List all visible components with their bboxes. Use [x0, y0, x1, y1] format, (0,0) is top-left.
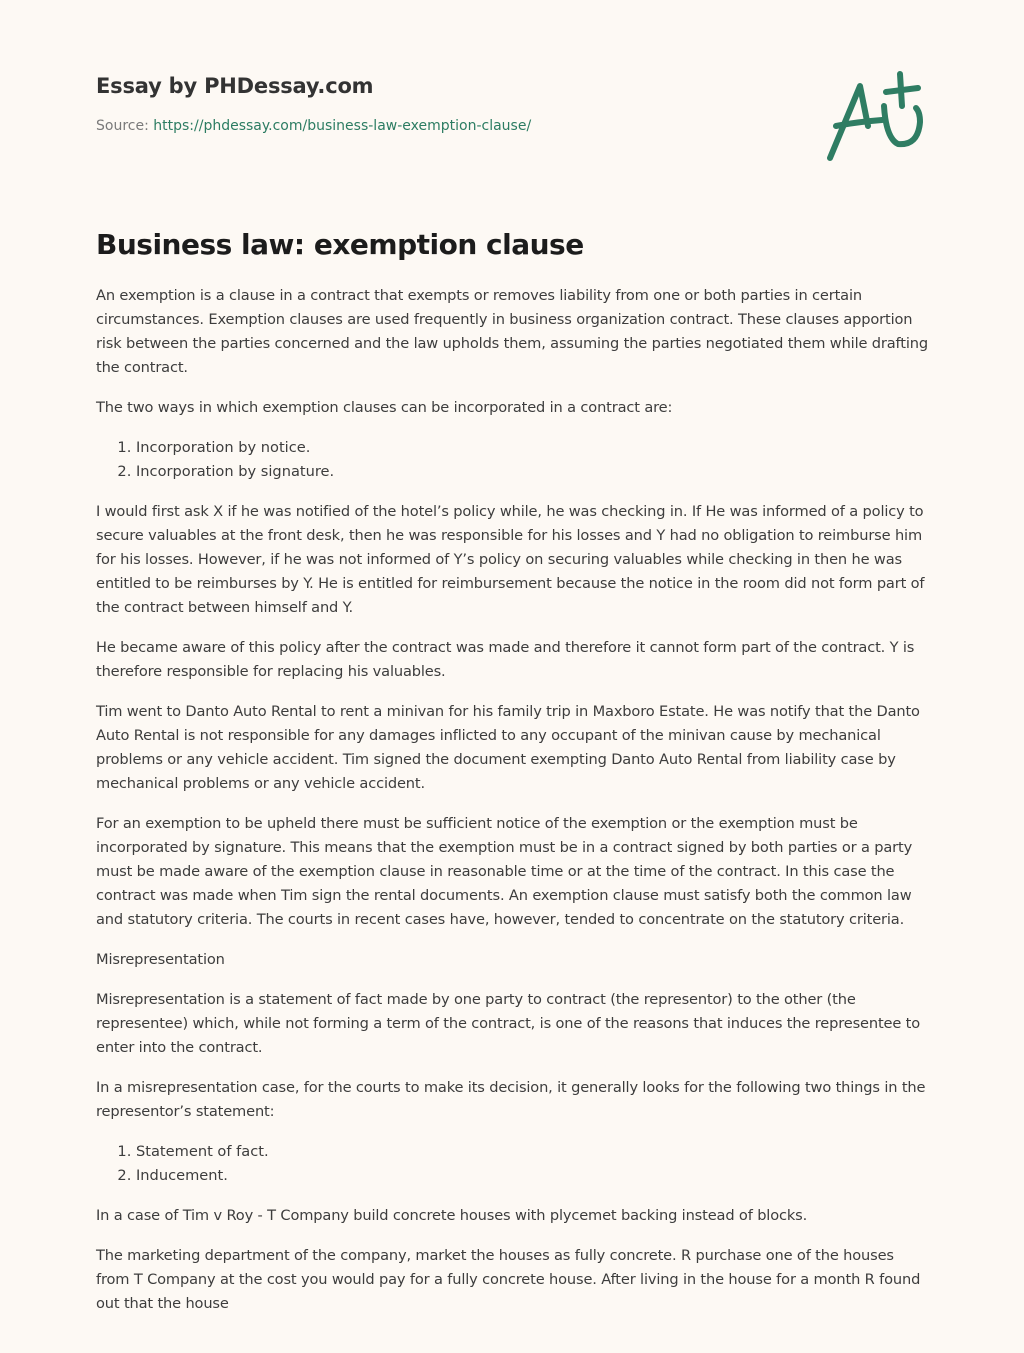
paragraph: Tim went to Danto Auto Rental to rent a minivan for his family trip in Maxboro Estate. He was notify that the Danto Auto Rental is not responsible for any damages inflicted to any occupant of the minivan cause by mechanical problems or any vehicle accident. Tim signed the document exempting Danto Auto Rental from liability case by mechanical problems or any vehicle accident.: [96, 703, 920, 792]
essay-title: Business law: exemption clause: [96, 228, 584, 261]
paragraph: He became aware of this policy after the contract was made and therefore it cannot form part of the contract. Y is therefore responsible for replacing his valuables.: [96, 639, 915, 680]
paragraph: In a misrepresentation case, for the courts to make its decision, it generally looks for the following two things in the representor’s statement:: [96, 1079, 926, 1120]
site-title: Essay by PHDessay.com: [96, 74, 374, 98]
section-heading: Misrepresentation: [96, 951, 225, 968]
list-item: 1. Statement of fact.: [136, 1140, 930, 1164]
paragraph: The two ways in which exemption clauses can be incorporated in a contract are:: [96, 399, 673, 416]
paragraph: An exemption is a clause in a contract that exempts or removes liability from one or both parties in certain circumstances. Exemption clauses are used frequently in business organization contract. These clauses apportion risk between the parties concerned and the law upholds them, assuming the parties negotiated them while drafting the contract.: [96, 287, 928, 376]
page-header: [96, 74, 928, 134]
source-line: [96, 118, 928, 134]
paragraph: I would first ask X if he was notified of the hotel’s policy while, he was checking in. If He was informed of a policy to secure valuables at the front desk, then he was responsible for his losses and Y had no obligation to reimburse him for his losses. However, if he was not informed of Y’s policy on securing valuables while checking in then he was entitled to be reimburses by Y. He is entitled for reimbursement because the notice in the room did not form part of the contract between himself and Y.: [96, 503, 925, 616]
list-item: 2. Incorporation by signature.: [136, 460, 930, 484]
list-item: 2. Inducement.: [136, 1164, 930, 1188]
a-plus-grade-icon: [822, 66, 932, 166]
paragraph: The marketing department of the company, market the houses as fully concrete. R purchase one of the houses from T Company at the cost you would pay for a fully concrete house. After living in the house for a month R found out that the house: [96, 1247, 921, 1312]
incorporation-list: [96, 436, 930, 484]
paragraph: Misrepresentation is a statement of fact made by one party to contract (the representor) to the other (the representee) which, while not forming a term of the contract, is one of the reasons that induces the representee to enter into the contract.: [96, 991, 921, 1056]
paragraph: For an exemption to be upheld there must be sufficient notice of the exemption or the exemption must be incorporated by signature. This means that the exemption must be in a contract signed by both parties or a party must be made aware of the exemption clause in reasonable time or at the time of the contract. In this case the contract was made when Tim sign the rental documents. An exemption clause must satisfy both the common law and statutory criteria. The courts in recent cases have, however, tended to concentrate on the statutory criteria.: [96, 815, 913, 928]
list-item: 1. Incorporation by notice.: [136, 436, 930, 460]
essay-content: [96, 226, 930, 1332]
misrepresentation-list: [96, 1140, 930, 1188]
source-link[interactable]: https://phdessay.com/business-law-exemption-clause/: [153, 118, 532, 134]
source-label: Source:: [96, 118, 149, 134]
paragraph: In a case of Tim v Roy - T Company build concrete houses with plycemet backing instead of blocks.: [96, 1207, 808, 1224]
